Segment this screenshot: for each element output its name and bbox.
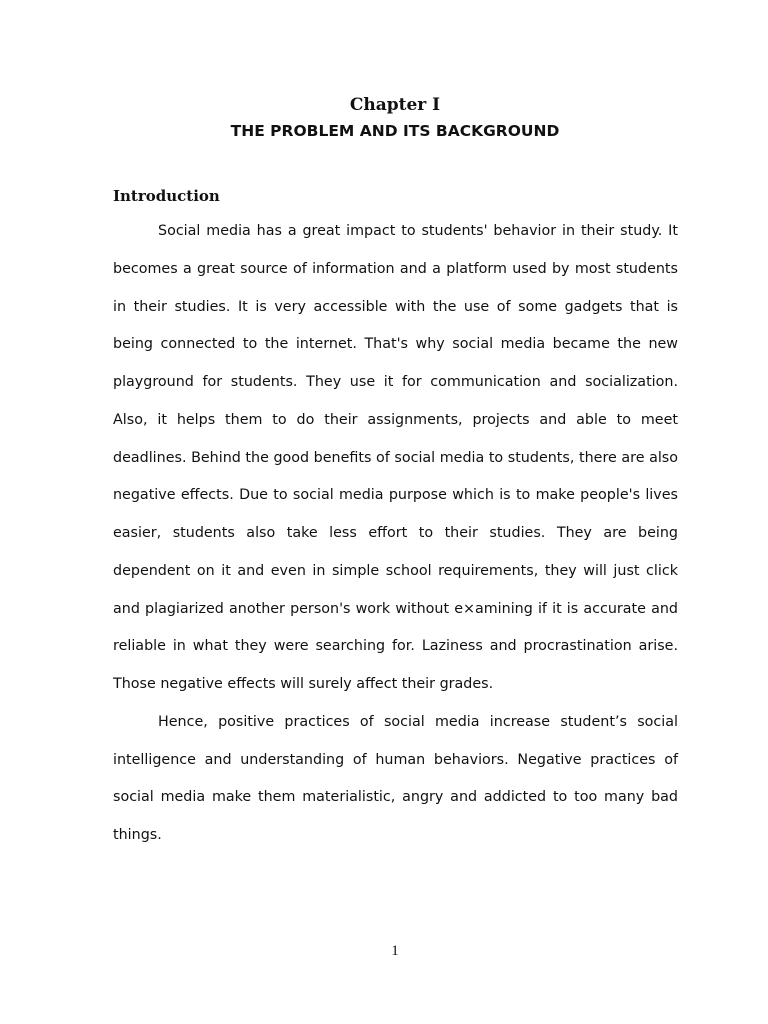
paragraph: Social media has a great impact to students' behavior in their study. It becomes a great source of information and a platform used by most students in their studies. It is very accessible with the use of some gadgets that is being connected to the internet. That's why social media became the new playground for students. They use it for communication and socialization. Also, it helps them to do their assignments, projects and able to meet deadlines. Behind the good benefits of social media to students, there are also negative effects. Due to social media purpose which is to make people's lives easier, students also take less effort to their studies. They are being dependent on it and even in simple school requirements, they will just click and plagiarized another person's work without e×amining if it is accurate and reliable in what they were searching for. Laziness and procrastination arise. Those negative effects will surely affect their grades. (113, 223, 678, 692)
paragraph: Hence, positive practices of social media increase student’s social intelligence and understanding of human behaviors. Negative practices of social media make them materialistic, angry and addicted to too many bad things. (113, 713, 678, 843)
chapter-title: THE PROBLEM AND ITS BACKGROUND (230, 122, 560, 140)
chapter-number: Chapter I (349, 95, 441, 115)
section-heading: Introduction (113, 187, 220, 205)
body-text (113, 213, 678, 855)
page-number: 1 (391, 943, 399, 959)
